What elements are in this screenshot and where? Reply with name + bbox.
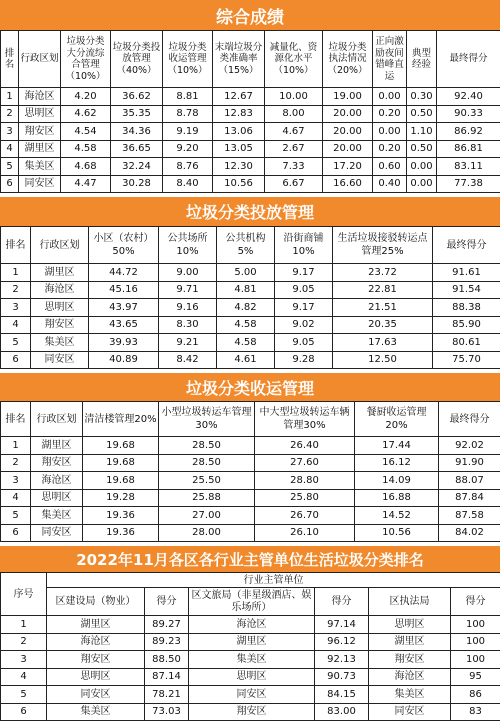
header-cell: 沿街商铺10% (275, 227, 333, 264)
table-cell: 集美区 (31, 334, 89, 352)
header-cell: 垃圾分类大分流综合管理（10%） (61, 31, 111, 88)
table-cell: 翔安区 (19, 123, 61, 141)
table-cell: 20.35 (333, 316, 433, 334)
table-cell: 8.40 (163, 175, 213, 193)
table-cell: 思明区 (189, 668, 315, 686)
table-cell: 23.72 (333, 264, 433, 282)
collection-management-table (0, 401, 500, 542)
table-cell: 85.90 (433, 316, 500, 334)
table-cell: 28.80 (255, 472, 355, 490)
table-cell: 5 (1, 507, 31, 525)
table-cell: 10.56 (213, 175, 265, 193)
table-cell: 14.09 (355, 472, 439, 490)
table-cell: 0.50 (407, 105, 437, 123)
header-cell: 小区（农村）50% (89, 227, 159, 264)
table-cell: 9.00 (159, 264, 217, 282)
section3-title: 垃圾分类收运管理 (0, 373, 500, 401)
table-cell: 思明区 (31, 299, 89, 317)
table-cell: 海沧区 (47, 633, 145, 651)
header-cell: 得分 (451, 588, 500, 616)
header-cell: 行政区划 (31, 402, 83, 437)
table-cell: 1 (1, 437, 31, 455)
table-row (1, 316, 500, 334)
table-cell: 92.13 (315, 651, 369, 669)
table-cell: 83 (451, 703, 500, 721)
table-cell: 同安区 (47, 686, 145, 704)
header-cell: 垃圾分类投放管理（40%） (111, 31, 163, 88)
table-cell: 100 (451, 633, 500, 651)
table-cell: 90.73 (315, 668, 369, 686)
table-cell: 17.63 (333, 334, 433, 352)
table-cell: 10.56 (355, 524, 439, 542)
header-cell: 垃圾分类收运管理（10%） (163, 31, 213, 88)
table-cell: 思明区 (47, 668, 145, 686)
table-row (1, 437, 500, 455)
table-cell: 83.11 (437, 158, 500, 176)
table-cell: 集美区 (189, 651, 315, 669)
table-cell: 湖里区 (47, 616, 145, 634)
table-cell: 91.90 (439, 454, 500, 472)
table-cell: 89.27 (145, 616, 189, 634)
table-cell: 84.15 (315, 686, 369, 704)
table-cell: 44.72 (89, 264, 159, 282)
table-cell: 39.93 (89, 334, 159, 352)
table-cell: 翔安区 (31, 454, 83, 472)
table-cell: 19.68 (83, 454, 159, 472)
section2-title: 垃圾分类投放管理 (0, 197, 500, 226)
table-cell: 19.36 (83, 507, 159, 525)
header-cell: 最终得分 (433, 227, 500, 264)
table-row (1, 299, 500, 317)
table-cell: 100 (451, 651, 500, 669)
table-cell: 4.58 (217, 316, 275, 334)
table-cell: 0.00 (373, 88, 407, 106)
table-header-row (1, 588, 500, 616)
table-cell: 9.28 (275, 351, 333, 369)
table-cell: 90.33 (437, 105, 500, 123)
header-cell: 餐厨收运管理20% (355, 402, 439, 437)
table-cell: 12.67 (213, 88, 265, 106)
table-row (1, 616, 500, 634)
table-cell: 92.02 (439, 437, 500, 455)
table-cell: 海沧区 (31, 281, 89, 299)
header-cell: 行政区划 (19, 31, 61, 88)
table-cell: 集美区 (31, 507, 83, 525)
header-cell: 中大型垃圾转运车辆管理30% (255, 402, 355, 437)
table-cell: 6 (1, 524, 31, 542)
header-cell: 得分 (315, 588, 369, 616)
table-cell: 0.00 (373, 123, 407, 141)
table-cell: 20.00 (323, 123, 373, 141)
table-cell: 96.12 (315, 633, 369, 651)
table-cell: 91.61 (433, 264, 500, 282)
table-cell: 4.58 (61, 140, 111, 158)
table-cell: 27.00 (159, 507, 255, 525)
table-cell: 9.05 (275, 334, 333, 352)
table-row (1, 454, 500, 472)
table-body (1, 616, 500, 721)
table-cell: 2.67 (265, 140, 323, 158)
table-cell: 2 (1, 105, 19, 123)
header-cell: 最终得分 (439, 402, 500, 437)
table-cell: 9.19 (163, 123, 213, 141)
table-row (1, 334, 500, 352)
table-cell: 36.65 (111, 140, 163, 158)
table-cell: 思明区 (19, 105, 61, 123)
table-cell: 43.97 (89, 299, 159, 317)
table-cell: 4.47 (61, 175, 111, 193)
table-cell: 8.81 (163, 88, 213, 106)
table-cell: 84.02 (439, 524, 500, 542)
table-cell: 20.00 (323, 140, 373, 158)
table-row (1, 686, 500, 704)
table-row (1, 175, 500, 193)
table-cell: 0.20 (373, 140, 407, 158)
table-cell: 13.06 (213, 123, 265, 141)
table-cell: 3 (1, 299, 31, 317)
header-cell: 最终得分 (437, 31, 500, 88)
table-cell: 湖里区 (369, 633, 451, 651)
table-cell: 8.30 (159, 316, 217, 334)
header-cell: 小型垃圾转运车管理30% (159, 402, 255, 437)
table-cell: 4 (1, 489, 31, 507)
table-cell: 12.83 (213, 105, 265, 123)
table-cell: 9.17 (275, 299, 333, 317)
table-row (1, 651, 500, 669)
table-cell: 1 (1, 88, 19, 106)
table-header-row (1, 31, 500, 88)
header-cell: 清洁楼管理20% (83, 402, 159, 437)
table-cell: 19.68 (83, 437, 159, 455)
table-cell: 5 (1, 334, 31, 352)
header-cell: 区文旅局（非星级酒店、娱乐场所） (189, 588, 315, 616)
table-body (1, 437, 500, 542)
table-cell: 10.00 (265, 88, 323, 106)
table-cell: 0.00 (407, 158, 437, 176)
table-row (1, 88, 500, 106)
table-cell: 0.50 (407, 140, 437, 158)
table-cell: 6.67 (265, 175, 323, 193)
table-cell: 湖里区 (31, 437, 83, 455)
table-cell: 28.00 (159, 524, 255, 542)
overall-score-table (0, 30, 500, 193)
table-cell: 同安区 (189, 686, 315, 704)
table-cell: 9.16 (159, 299, 217, 317)
header-cell: 得分 (145, 588, 189, 616)
header-cell: 减量化、资源化水平（10%） (265, 31, 323, 88)
table-cell: 75.70 (433, 351, 500, 369)
table-cell: 92.40 (437, 88, 500, 106)
table-cell: 40.89 (89, 351, 159, 369)
table-cell: 28.50 (159, 454, 255, 472)
table-row (1, 140, 500, 158)
table-cell: 3 (1, 651, 47, 669)
table-cell: 0.20 (373, 105, 407, 123)
table-cell: 86.92 (437, 123, 500, 141)
table-cell: 海沧区 (189, 616, 315, 634)
table-cell: 88.38 (433, 299, 500, 317)
table-row (1, 123, 500, 141)
table-cell: 4.68 (61, 158, 111, 176)
table-cell: 26.70 (255, 507, 355, 525)
table-cell: 9.20 (163, 140, 213, 158)
table-cell: 88.50 (145, 651, 189, 669)
table-cell: 6 (1, 175, 19, 193)
table-cell: 3 (1, 123, 19, 141)
header-cell: 典型经验 (407, 31, 437, 88)
table-header-row (1, 573, 500, 588)
table-cell: 4 (1, 668, 47, 686)
table-body (1, 264, 500, 369)
table-cell: 45.16 (89, 281, 159, 299)
table-cell: 湖里区 (31, 264, 89, 282)
table-cell: 19.36 (83, 524, 159, 542)
table-cell: 4 (1, 140, 19, 158)
header-cell: 排名 (1, 227, 31, 264)
table-cell: 8.78 (163, 105, 213, 123)
table-cell: 14.52 (355, 507, 439, 525)
table-cell: 湖里区 (189, 633, 315, 651)
table-cell: 19.00 (323, 88, 373, 106)
table-cell: 87.58 (439, 507, 500, 525)
table-cell: 86.81 (437, 140, 500, 158)
table-cell: 4 (1, 316, 31, 334)
section4-title: 2022年11月各区各行业主管单位生活垃圾分类排名 (0, 546, 500, 572)
table-cell: 88.07 (439, 472, 500, 490)
table-cell: 87.14 (145, 668, 189, 686)
table-cell: 同安区 (31, 524, 83, 542)
table-cell: 89.23 (145, 633, 189, 651)
table-row (1, 351, 500, 369)
table-cell: 34.36 (111, 123, 163, 141)
table-cell: 78.21 (145, 686, 189, 704)
table-body (1, 88, 500, 193)
header-cell: 区执法局 (369, 588, 451, 616)
table-cell: 7.33 (265, 158, 323, 176)
table-cell: 26.40 (255, 437, 355, 455)
table-cell: 4.58 (217, 334, 275, 352)
industry-ranking-table (0, 572, 500, 721)
disposal-management-table (0, 226, 500, 369)
table-cell: 4.61 (217, 351, 275, 369)
header-cell: 排名 (1, 402, 31, 437)
table-cell: 6 (1, 351, 31, 369)
group-header-cell: 行业主管单位 (47, 573, 500, 588)
table-cell: 97.14 (315, 616, 369, 634)
table-cell: 16.12 (355, 454, 439, 472)
table-cell: 28.50 (159, 437, 255, 455)
table-cell: 1 (1, 616, 47, 634)
table-cell: 同安区 (19, 175, 61, 193)
table-cell: 翔安区 (47, 651, 145, 669)
table-cell: 22.81 (333, 281, 433, 299)
table-cell: 5 (1, 686, 47, 704)
table-cell: 9.05 (275, 281, 333, 299)
table-cell: 0.40 (373, 175, 407, 193)
table-cell: 95 (451, 668, 500, 686)
table-cell: 12.50 (333, 351, 433, 369)
table-cell: 17.20 (323, 158, 373, 176)
header-cell: 区建设局（物业） (47, 588, 145, 616)
table-cell: 2 (1, 633, 47, 651)
table-cell: 集美区 (47, 703, 145, 721)
table-cell: 8.76 (163, 158, 213, 176)
table-cell: 17.44 (355, 437, 439, 455)
table-cell: 26.10 (255, 524, 355, 542)
table-cell: 4.54 (61, 123, 111, 141)
header-cell: 正向激励夜间错峰直运 (373, 31, 407, 88)
table-header-row (1, 227, 500, 264)
table-cell: 25.80 (255, 489, 355, 507)
header-cell: 生活垃圾接驳转运点管理25% (333, 227, 433, 264)
table-cell: 思明区 (31, 489, 83, 507)
table-cell: 同安区 (31, 351, 89, 369)
table-cell: 海沧区 (31, 472, 83, 490)
table-cell: 83.00 (315, 703, 369, 721)
table-row (1, 703, 500, 721)
table-cell: 2 (1, 454, 31, 472)
header-cell: 公共场所10% (159, 227, 217, 264)
table-cell: 4.20 (61, 88, 111, 106)
table-cell: 集美区 (19, 158, 61, 176)
table-cell: 13.05 (213, 140, 265, 158)
table-cell: 翔安区 (369, 651, 451, 669)
table-cell: 19.28 (83, 489, 159, 507)
table-cell: 100 (451, 616, 500, 634)
table-cell: 36.62 (111, 88, 163, 106)
table-cell: 80.61 (433, 334, 500, 352)
table-cell: 1 (1, 264, 31, 282)
header-cell: 序号 (1, 573, 47, 616)
table-row (1, 281, 500, 299)
table-row (1, 472, 500, 490)
table-header-row (1, 402, 500, 437)
table-cell: 0.00 (407, 175, 437, 193)
table-cell: 湖里区 (19, 140, 61, 158)
table-cell: 21.51 (333, 299, 433, 317)
table-cell: 91.54 (433, 281, 500, 299)
table-cell: 同安区 (369, 703, 451, 721)
table-cell: 16.60 (323, 175, 373, 193)
header-cell: 行政区划 (31, 227, 89, 264)
table-cell: 翔安区 (189, 703, 315, 721)
header-cell: 公共机构5% (217, 227, 275, 264)
table-cell: 5 (1, 158, 19, 176)
table-cell: 30.28 (111, 175, 163, 193)
table-cell: 12.30 (213, 158, 265, 176)
table-cell: 0.60 (373, 158, 407, 176)
table-cell: 9.21 (159, 334, 217, 352)
table-cell: 4.81 (217, 281, 275, 299)
table-row (1, 507, 500, 525)
table-row (1, 264, 500, 282)
table-cell: 1.10 (407, 123, 437, 141)
table-row (1, 158, 500, 176)
table-cell: 77.38 (437, 175, 500, 193)
header-cell: 排名 (1, 31, 19, 88)
table-cell: 86 (451, 686, 500, 704)
table-cell: 海沧区 (19, 88, 61, 106)
table-cell: 海沧区 (369, 668, 451, 686)
table-cell: 8.00 (265, 105, 323, 123)
table-cell: 翔安区 (31, 316, 89, 334)
table-cell: 27.60 (255, 454, 355, 472)
table-cell: 87.84 (439, 489, 500, 507)
table-cell: 16.88 (355, 489, 439, 507)
table-cell: 4.62 (61, 105, 111, 123)
table-row (1, 633, 500, 651)
table-cell: 25.50 (159, 472, 255, 490)
table-cell: 2 (1, 281, 31, 299)
table-cell: 43.65 (89, 316, 159, 334)
table-row (1, 105, 500, 123)
table-cell: 8.42 (159, 351, 217, 369)
section1-title: 综合成绩 (0, 0, 500, 30)
table-row (1, 489, 500, 507)
table-row (1, 668, 500, 686)
table-cell: 0.30 (407, 88, 437, 106)
table-cell: 集美区 (369, 686, 451, 704)
header-cell: 末端垃圾分类准确率（15%） (213, 31, 265, 88)
table-cell: 19.68 (83, 472, 159, 490)
table-cell: 32.24 (111, 158, 163, 176)
table-cell: 4.82 (217, 299, 275, 317)
table-cell: 35.35 (111, 105, 163, 123)
table-cell: 思明区 (369, 616, 451, 634)
table-cell: 6 (1, 703, 47, 721)
table-cell: 9.02 (275, 316, 333, 334)
table-cell: 25.88 (159, 489, 255, 507)
table-cell: 5.00 (217, 264, 275, 282)
table-cell: 4.67 (265, 123, 323, 141)
table-cell: 73.03 (145, 703, 189, 721)
table-cell: 9.71 (159, 281, 217, 299)
header-cell: 垃圾分类执法情况（20%） (323, 31, 373, 88)
table-row (1, 524, 500, 542)
table-cell: 9.17 (275, 264, 333, 282)
table-cell: 20.00 (323, 105, 373, 123)
table-cell: 3 (1, 472, 31, 490)
